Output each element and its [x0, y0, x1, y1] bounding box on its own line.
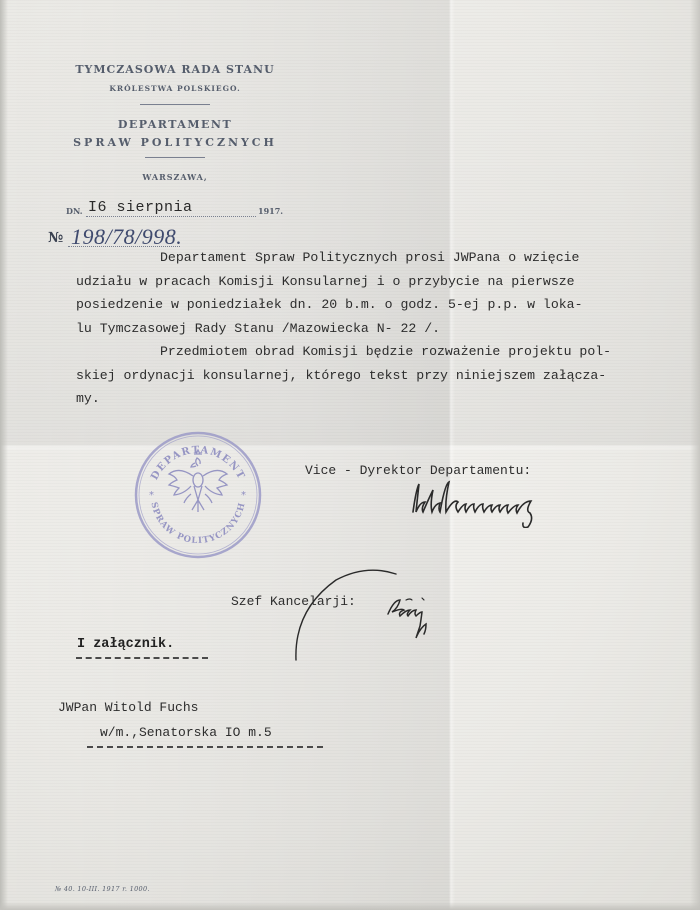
body-line: Przedmiotem obrad Komisji będzie rozważenie projektu pol- — [160, 344, 612, 359]
department-stamp — [133, 430, 263, 560]
date-year: 1917. — [258, 206, 284, 216]
letterhead-department: DEPARTAMENT — [117, 118, 233, 131]
page-edge-shadow-bottom — [0, 902, 700, 910]
stamp-text-bottom: SPRAW POLITYCZNYCH — [148, 501, 248, 547]
stamp-star: * — [149, 490, 154, 501]
date-prefix: DN. — [66, 206, 83, 216]
body-line: skiej ordynacji konsularnej, którego tekst przy niniejszem załącza- — [76, 367, 607, 383]
print-footer: № 40. 10-III. 1917 r. 1000. — [55, 885, 150, 893]
body-line: posiedzenie w poniedziałek dn. 20 b.m. o godz. 5-ej p.p. w loka- — [76, 297, 583, 312]
letterhead-city: WARSZAWA, — [142, 172, 208, 182]
recipient-address: w/m.,Senatorska IO m.5 — [100, 725, 272, 740]
body-line: my. — [76, 391, 100, 406]
body-line: udziału w pracach Komisji Konsularnej i o przybycie na pierwsze — [76, 273, 575, 289]
letterhead-department-name: SPRAW POLITYCZNYCH — [73, 136, 277, 149]
recipient-name: JWPan Witold Fuchs — [58, 700, 199, 715]
date-dotted-line — [86, 216, 256, 217]
reference-number: 198/78/998. — [71, 224, 183, 249]
stamp-text-top: DEPARTAMENT — [149, 444, 247, 482]
date-value: I6 sierpnia — [88, 199, 193, 216]
letterhead-council-name: TYMCZASOWA RADA STANU — [75, 63, 275, 76]
letterhead-divider — [140, 104, 210, 105]
stamp-star: * — [241, 490, 246, 501]
vice-director-title: Vice - Dyrektor Departamentu: — [305, 463, 532, 478]
address-underline — [87, 746, 323, 748]
vice-director-signature — [405, 478, 595, 528]
chancellery-chief-title: Szef Kancelarji: — [231, 594, 356, 609]
page-edge-shadow-right — [690, 0, 700, 910]
enclosure-note: I załącznik. — [77, 637, 175, 652]
chancellery-chief-signature — [288, 568, 468, 678]
page-edge-shadow-left — [0, 0, 8, 910]
reference-prefix: № — [48, 230, 64, 246]
body-line: Departament Spraw Politycznych prosi JWPana o wzięcie — [160, 250, 580, 265]
enclosure-underline — [76, 657, 208, 659]
letterhead-divider-2 — [145, 157, 205, 158]
letter-body — [76, 246, 686, 411]
letterhead-kingdom: KRÓLESTWA POLSKIEGO. — [109, 84, 241, 93]
body-line: lu Tymczasowej Rady Stanu /Mazowiecka N- 22 /. — [76, 320, 441, 336]
